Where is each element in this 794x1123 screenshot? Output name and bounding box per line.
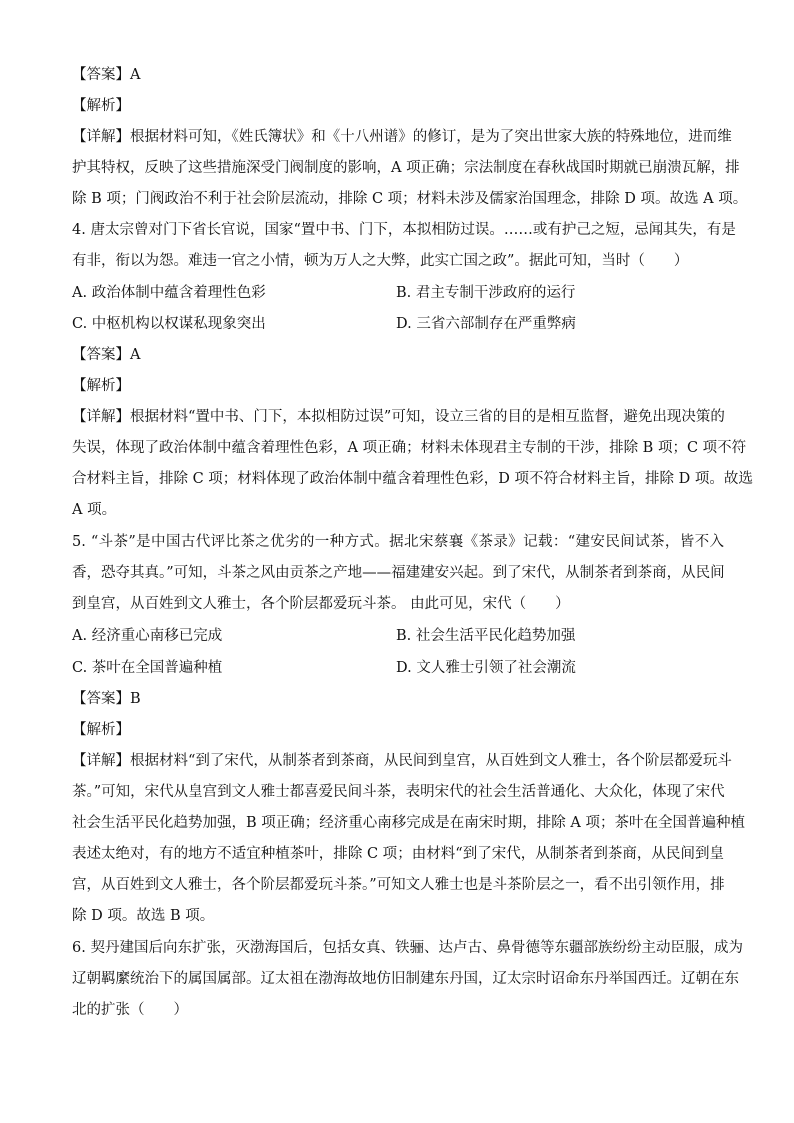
answer-label: 【答案】A bbox=[72, 347, 141, 363]
detail-line: 失误，体现了政治体制中蕴含着理性色彩，A 项正确；材料未体现君主专制的干涉，排除 B 项；C 项不符 bbox=[72, 440, 747, 456]
detail-line: 【详解】根据材料可知，《姓氏簿状》和《十八州谱》的修订，是为了突出世家大族的特殊地位，进而维 bbox=[72, 129, 732, 145]
detail-line: A 项。 bbox=[72, 502, 117, 518]
detail-line: 【详解】根据材料“到了宋代，从制茶者到茶商，从民间到皇宫，从百姓到文人雅士，各个阶层都爱玩斗 bbox=[72, 753, 732, 769]
q4-option-b: B. 君主专制干涉政府的运行 bbox=[396, 285, 576, 301]
detail-line: 护其特权，反映了这些措施深受门阀制度的影响，A 项正确；宗法制度在春秋战国时期就已崩溃瓦解，排 bbox=[72, 160, 740, 176]
answer-label: 【答案】A bbox=[72, 67, 141, 83]
question-4-stem: 4. 唐太宗曾对门下省长官说，国家“置中书、门下，本拟相防过误。……或有护己之短，忌闻其失，有是 bbox=[72, 222, 736, 238]
q4-option-d: D. 三省六部制存在严重弊病 bbox=[396, 316, 576, 332]
q5-option-a: A. 经济重心南移已完成 bbox=[72, 628, 223, 644]
detail-line: 合材料主旨，排除 C 项；材料体现了政治体制中蕴含着理性色彩，D 项不符合材料主旨，排除 D 项。故选 bbox=[72, 471, 753, 487]
detail-line: 【详解】根据材料“置中书、门下，本拟相防过误”可知，设立三省的目的是相互监督，避免出现决策的 bbox=[72, 409, 725, 425]
question-4-stem: 有非，衔以为怨。难违一官之小情，顿为万人之大弊，此实亡国之政”。据此可知，当时（ ） bbox=[72, 253, 689, 269]
question-5-stem: 香，恐夺其真。”可知，斗茶之风由贡茶之产地——福建建安兴起。到了宋代，从制茶者到茶商，从民间 bbox=[72, 565, 725, 581]
question-5-stem: 到皇宫，从百姓到文人雅士，各个阶层都爱玩斗茶。 由此可见，宋代（ ） bbox=[72, 596, 570, 612]
detail-line: 茶。”可知，宋代从皇宫到文人雅士都喜爱民间斗茶，表明宋代的社会生活普通化、大众化，体现了宋代 bbox=[72, 784, 725, 800]
q5-option-c: C. 茶叶在全国普遍种植 bbox=[72, 660, 223, 676]
q5-option-b: B. 社会生活平民化趋势加强 bbox=[396, 628, 576, 644]
detail-line: 除 B 项；门阀政治不利于社会阶层流动，排除 C 项；材料未涉及儒家治国理念，排除 D 项。故选 A 项。 bbox=[72, 191, 748, 207]
question-6-stem: 6. 契丹建国后向东扩张，灭渤海国后，包括女真、铁骊、达卢古、鼻骨德等东疆部族纷纷主动臣服，成为 bbox=[72, 940, 743, 956]
analysis-label: 【解析】 bbox=[72, 722, 130, 738]
q5-option-d: D. 文人雅士引领了社会潮流 bbox=[396, 660, 576, 676]
q4-option-c: C. 中枢机构以权谋私现象突出 bbox=[72, 316, 266, 332]
detail-line: 表述太绝对，有的地方不适宜种植茶叶，排除 C 项；由材料“到了宋代，从制茶者到茶商，从民间到皇 bbox=[72, 846, 724, 862]
q4-option-a: A. 政治体制中蕴含着理性色彩 bbox=[72, 285, 266, 301]
question-6-stem: 北的扩张（ ） bbox=[72, 1002, 188, 1018]
detail-line: 社会生活平民化趋势加强，B 项正确；经济重心南移完成是在南宋时期，排除 A 项；茶叶在全国普遍种植 bbox=[72, 815, 745, 831]
detail-line: 宫，从百姓到文人雅士，各个阶层都爱玩斗茶。”可知文人雅士也是斗茶阶层之一，看不出引领作用，排 bbox=[72, 877, 725, 893]
question-6-stem: 辽朝羁縻统治下的属国属部。辽太祖在渤海故地仿旧制建东丹国，辽太宗时诏命东丹举国西迁。辽朝在东 bbox=[72, 971, 739, 987]
answer-label: 【答案】B bbox=[72, 691, 141, 707]
detail-line: 除 D 项。故选 B 项。 bbox=[72, 908, 215, 924]
analysis-label: 【解析】 bbox=[72, 378, 130, 394]
question-5-stem: 5. “斗茶”是中国古代评比茶之优劣的一种方式。据北宋蔡襄《茶录》记载：“建安民间试茶，皆不入 bbox=[72, 534, 724, 550]
analysis-label: 【解析】 bbox=[72, 98, 130, 114]
